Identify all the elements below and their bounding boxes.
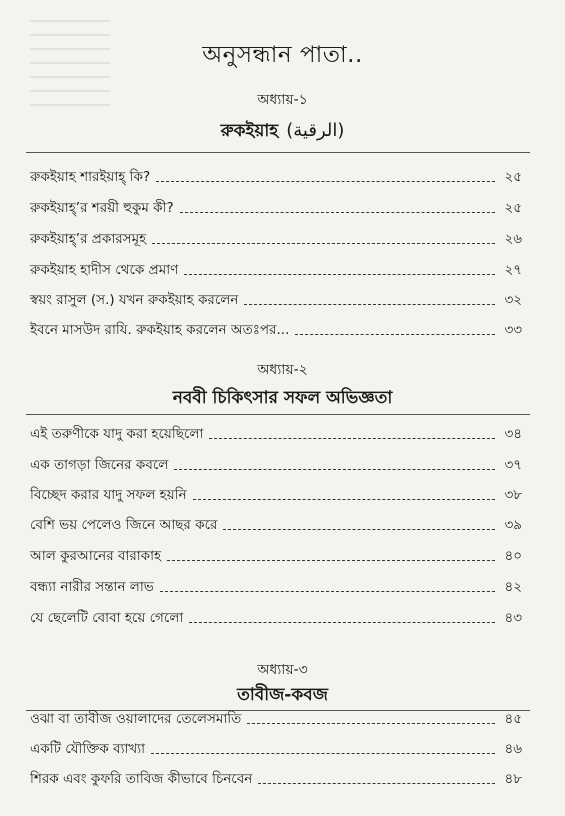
entry-title: রুকইয়াহ হাদীস থেকে প্রমাণ — [30, 262, 179, 278]
chapter-1-label: অধ্যায়-১ — [257, 92, 308, 108]
entry-page: ৩৭ — [504, 457, 522, 473]
entry-page: ৪৬ — [504, 741, 522, 757]
entry-title: যে ছেলেটি বোবা হয়ে গেলো — [30, 610, 184, 626]
entry-title: বেশি ভয় পেলেও জিনে আছর করে — [30, 517, 218, 533]
chapter-2-title: নববী চিকিৎসার সফল অভিজ্ঞতা — [172, 388, 393, 408]
chapter-3-label: অধ্যায়-৩ — [257, 662, 308, 678]
leader-dots — [156, 180, 495, 182]
toc-entry[interactable] — [30, 319, 522, 341]
toc-entry[interactable] — [30, 454, 522, 476]
entry-page: ৪৫ — [504, 711, 522, 727]
toc-entry[interactable] — [30, 423, 522, 445]
entry-title: আল কুরআনের বারাকাহ — [30, 548, 162, 564]
toc-entry[interactable] — [30, 545, 522, 567]
toc-entry[interactable] — [30, 228, 522, 250]
entry-title: ইবনে মাসউদ রাযি. রুকইয়াহ করলেন অতঃপর... — [30, 322, 290, 338]
toc-entry[interactable] — [30, 708, 522, 730]
chapter-3-title: তাবীজ-কবজ — [237, 685, 328, 705]
leader-dots — [180, 211, 495, 213]
entry-page: ৩৪ — [504, 426, 522, 442]
leader-dots — [258, 782, 495, 784]
leader-dots — [193, 498, 495, 500]
toc-entry[interactable] — [30, 514, 522, 536]
leader-dots — [184, 273, 495, 275]
leader-dots — [295, 333, 495, 335]
entry-title: বিচ্ছেদ করার যাদু সফল হয়নি — [30, 487, 187, 503]
toc-entry[interactable] — [30, 576, 522, 598]
leader-dots — [209, 437, 495, 439]
toc-entry[interactable] — [30, 768, 522, 790]
leader-dots — [160, 590, 495, 592]
chapter-2-label: অধ্যায়-২ — [257, 362, 308, 378]
entry-title: শিরক এবং কুফরি তাবিজ কীভাবে চিনবেন — [30, 771, 253, 787]
leader-dots — [167, 559, 495, 561]
toc-entry[interactable] — [30, 484, 522, 506]
entry-title: স্বয়ং রাসুল (স.) যখন রুকইয়াহ করলেন — [30, 292, 239, 308]
page-title: অনুসন্ধান পাতা.. — [202, 42, 363, 68]
leader-dots — [189, 621, 495, 623]
entry-title: একটি যৌক্তিক ব্যাখ্যা — [30, 741, 146, 757]
leader-dots — [152, 242, 495, 244]
leader-dots — [151, 752, 495, 754]
toc-entry[interactable] — [30, 259, 522, 281]
entry-page: ২৫ — [504, 169, 522, 185]
entry-page: ৪০ — [504, 548, 522, 564]
chapter-1-title-arabic: (الرقية) — [286, 120, 345, 141]
chapter-1-title-text: রুকইয়াহ — [220, 121, 279, 141]
toc-entry[interactable] — [30, 166, 522, 188]
entry-title: রুকইয়াহ্’র প্রকারসমূহ — [30, 231, 147, 247]
leader-dots — [247, 722, 495, 724]
leader-dots — [223, 528, 495, 530]
entry-page: ২৬ — [504, 231, 522, 247]
entry-page: ৩৩ — [504, 322, 522, 338]
entry-page: ২৭ — [504, 262, 522, 278]
entry-page: ৪২ — [504, 579, 522, 595]
chapter-2-rule — [26, 414, 530, 415]
leader-dots — [244, 303, 495, 305]
chapter-1-title — [0, 118, 565, 146]
toc-entry[interactable] — [30, 738, 522, 760]
toc-entry[interactable] — [30, 607, 522, 629]
entry-page: ৩২ — [504, 292, 522, 308]
chapter-1-rule — [26, 152, 530, 153]
toc-entry[interactable] — [30, 289, 522, 311]
entry-title: রুকইয়াহ্’র শরয়ী হুকুম কী? — [30, 200, 174, 216]
entry-title: ওঝা বা তাবীজ ওয়ালাদের তেলেসমাতি — [30, 711, 242, 727]
entry-title: এক তাগড়া জিনের কবলে — [30, 457, 169, 473]
entry-title: বন্ধ্যা নারীর সন্তান লাভ — [30, 579, 154, 595]
toc-entry[interactable] — [30, 197, 522, 219]
entry-title: এই তরুণীকে যাদু করা হয়েছিলো — [30, 426, 204, 442]
leader-dots — [174, 468, 495, 470]
entry-page: ৪৩ — [504, 610, 522, 626]
entry-title: রুকইয়াহ শারইয়াহ্ কি? — [30, 169, 151, 185]
entry-page: ৩৯ — [504, 517, 522, 533]
entry-page: ৩৮ — [504, 487, 522, 503]
entry-page: ৪৮ — [504, 771, 522, 787]
entry-page: ২৫ — [504, 200, 522, 216]
